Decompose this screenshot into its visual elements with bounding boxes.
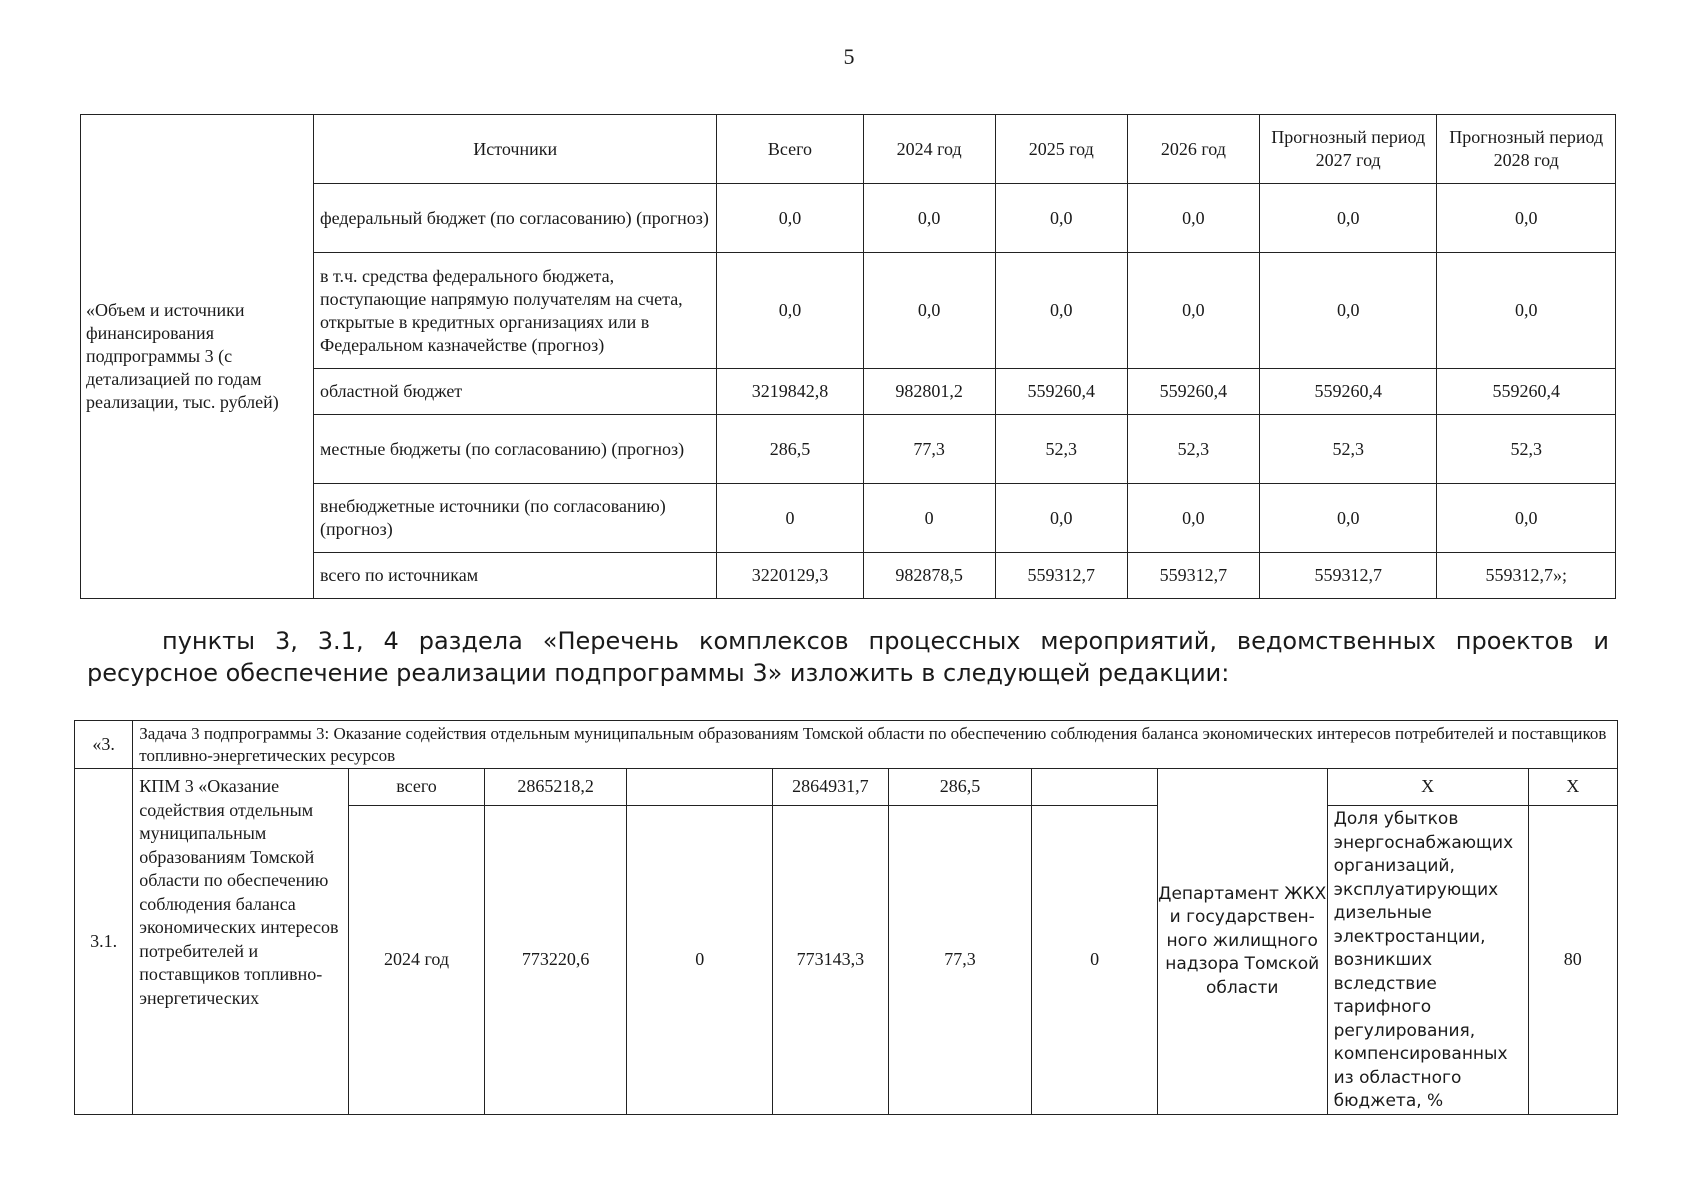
source-cell: всего по источникам [313,553,716,599]
header-2026: 2026 год [1127,115,1259,184]
header-2027: Прогнозный период 2027 год [1259,115,1437,184]
source-cell: внебюджетные источники (по согласованию) (прогноз) [313,484,716,553]
value-cell: 559312,7 [995,553,1127,599]
value-cell: 559312,7 [1259,553,1437,599]
financing-header-row [81,115,1616,184]
value-cell: 0 [1032,806,1158,1115]
value-cell: 0,0 [1259,484,1437,553]
header-2024: 2024 год [863,115,995,184]
value-cell: 559260,4 [1437,369,1616,415]
value-cell: 773220,6 [484,806,627,1115]
source-cell: местные бюджеты (по согласованию) (прогноз) [313,415,716,484]
value-cell: 0,0 [1437,484,1616,553]
task-number: «3. [75,721,133,769]
header-sources: Источники [313,115,716,184]
value-cell: 0,0 [863,253,995,369]
value-cell [627,769,773,806]
value-cell: 286,5 [717,415,863,484]
item-number: 3.1. [75,769,133,1115]
value-cell: 286,5 [888,769,1032,806]
value-cell: 0,0 [995,184,1127,253]
value-cell: 0,0 [1259,184,1437,253]
value-cell: 559260,4 [1259,369,1437,415]
table-row [75,769,1618,806]
header-2028: Прогнозный период 2028 год [1437,115,1616,184]
value-cell: 77,3 [888,806,1032,1115]
value-cell: 0 [717,484,863,553]
value-cell: 559312,7 [1127,553,1259,599]
item-name: КПМ 3 «Оказание содействия отдельным муниципальным образованиям Томской области по обеспечению соблюдения баланса экономических интересов потребителей и поставщиков топливно-энергетических [133,769,349,1115]
value-cell: 0,0 [995,484,1127,553]
value-cell: 2865218,2 [484,769,627,806]
value-cell: 0,0 [863,184,995,253]
period-cell: 2024 год [349,806,485,1115]
value-cell: 52,3 [1437,415,1616,484]
value-cell: 0,0 [717,253,863,369]
value-cell [1032,769,1158,806]
value-cell: 0,0 [1127,184,1259,253]
value-cell: 0,0 [995,253,1127,369]
value-cell: 0,0 [1437,253,1616,369]
value-cell: 559260,4 [1127,369,1259,415]
value-cell: 0 [863,484,995,553]
value-cell: 0,0 [1127,484,1259,553]
value-cell: 52,3 [1127,415,1259,484]
value-cell: 3219842,8 [717,369,863,415]
value-cell: 0 [627,806,773,1115]
period-cell: всего [349,769,485,806]
page-number: 5 [843,44,855,69]
source-cell: областной бюджет [313,369,716,415]
header-2025: 2025 год [995,115,1127,184]
financing-side-label: «Объем и источники финансирования подпрограммы 3 (с детализацией по годам реализации, тыс. рублей) [81,115,314,599]
value-cell: 52,3 [995,415,1127,484]
target-cell: Х [1528,769,1617,806]
source-cell: в т.ч. средства федерального бюджета, поступающие напрямую получателям на счета, открытые в кредитных организациях или в Федеральном казначействе (прогноз) [313,253,716,369]
value-cell: 0,0 [717,184,863,253]
value-cell: 982801,2 [863,369,995,415]
value-cell: 52,3 [1259,415,1437,484]
target-cell: 80 [1528,806,1617,1115]
financing-table [80,114,1616,599]
value-cell: 0,0 [1127,253,1259,369]
value-cell: 77,3 [863,415,995,484]
task-row [75,721,1618,769]
task-text: Задача 3 подпрограммы 3: Оказание содействия отдельным муниципальным образованиям Томской области по обеспечению соблюдения баланса экономических интересов потребителей и поставщиков топливно-энергетических ресурсов [133,721,1618,769]
amendment-paragraph: пункты 3, 3.1, 4 раздела «Перечень комплексов процессных мероприятий, ведомственных проектов и ресурсное обеспечение реализации подпрограммы 3» изложить в следующей редакции: [87,627,1609,687]
header-total: Всего [717,115,863,184]
value-cell: 0,0 [1437,184,1616,253]
source-cell: федеральный бюджет (по согласованию) (прогноз) [313,184,716,253]
value-cell: 559260,4 [995,369,1127,415]
indicator-cell: Доля убытков энергоснабжающих организаций, эксплуатирующих дизельные электростанции, возникших вследствие тарифного регулирования, компенсированных из областного бюджета, % [1327,806,1528,1115]
department-cell: Департамент ЖКХ и государствен-ного жилищного надзора Томской области [1157,769,1327,1115]
program-table [74,720,1618,1115]
value-cell: 2864931,7 [773,769,889,806]
value-cell: 3220129,3 [717,553,863,599]
value-cell: 559312,7»; [1437,553,1616,599]
value-cell: 0,0 [1259,253,1437,369]
value-cell: 773143,3 [773,806,889,1115]
value-cell: 982878,5 [863,553,995,599]
indicator-cell: Х [1327,769,1528,806]
